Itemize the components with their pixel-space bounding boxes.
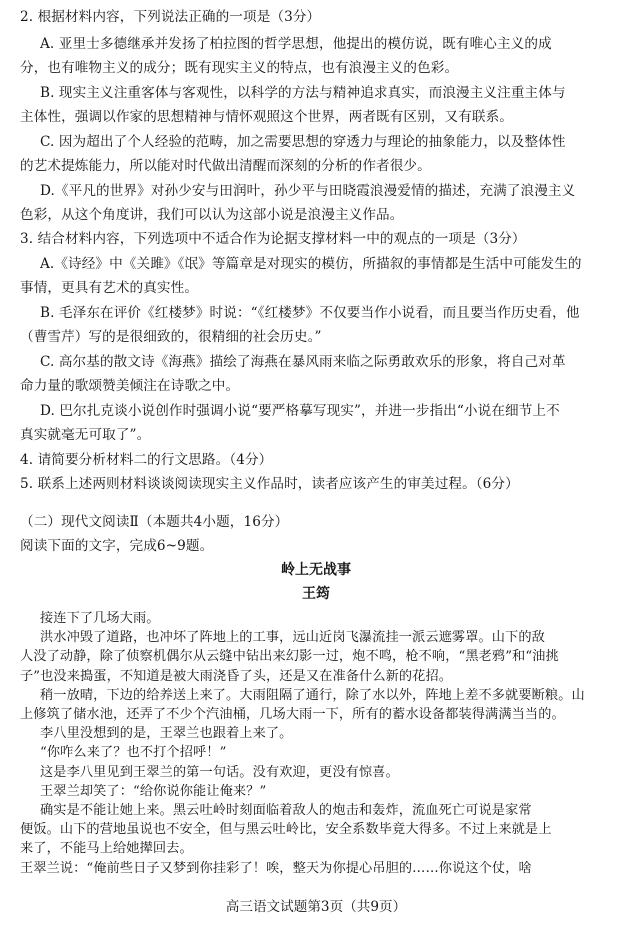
story-paragraph-cont: 人没了动静，除了侦察机偶尔从云缝中钻出来幻影一过，炮不鸣，枪不响，“黑老鸦”和“油挑 bbox=[20, 649, 559, 665]
q2-option-d: D.《平凡的世界》对孙少安与田润叶，孙少平与田晓霞浪漫爱情的描述，充满了浪漫主义 bbox=[40, 183, 576, 199]
q2-option-a-cont: 分，也有唯物主义的成分；既有现实主义的特点，也有浪漫主义的色彩。 bbox=[20, 60, 459, 76]
q3-option-a-cont: 事情，更具有艺术的真实性。 bbox=[20, 280, 199, 296]
page-footer: 高三语文试题第3页（共9页） bbox=[225, 899, 407, 915]
q3-option-d-cont: 真实就毫无可取了”。 bbox=[20, 427, 151, 443]
story-dialogue: “你咋么来了？也不打个招呼！” bbox=[40, 745, 227, 761]
story-paragraph: 这是李八里见到王翠兰的第一句话。没有欢迎，更没有惊喜。 bbox=[40, 764, 399, 780]
story-paragraph: 确实是不能让她上来。黑云吐岭时刻面临着敌人的炮击和轰炸，流血死亡可说是家常 bbox=[40, 803, 532, 818]
story-paragraph: 李八里没想到的是，王翠兰也跟着上来了。 bbox=[40, 726, 293, 742]
q2-option-b-cont: 主体性，强调以作家的思想精神与情怀观照这个世界，两者既有区别，又有联系。 bbox=[20, 109, 513, 125]
q3-option-d: D. 巴尔扎克谈小说创作时强调小说“要严格摹写现实”，并进一步指出“小说在细节上不 bbox=[40, 403, 560, 419]
story-paragraph: 稍一放晴，下边的给养送上来了。大雨阻隔了通行，除了水以外，阵地上差不多就要断粮。山 bbox=[40, 687, 585, 703]
question-5: 5. 联系上述两则材料谈谈阅读现实主义作品时，读者应该产生的审美过程。（6分） bbox=[20, 476, 519, 492]
section-heading: （二）现代文阅读Ⅱ（本题共4小题，16分） bbox=[20, 514, 289, 530]
story-paragraph-cont: 上修筑了储水池，还弄了不少个汽油桶，几场大雨一下，所有的蓄水设备都装得满满当当的。 bbox=[20, 707, 565, 722]
q2-option-c-cont: 的艺术提炼能力，所以能对时代做出清醒而深刻的分析的作者很少。 bbox=[20, 158, 431, 174]
question-3-stem: 3. 结合材料内容，下列选项中不适合作为论据支撑材料一中的观点的一项是（3分） bbox=[20, 231, 526, 247]
story-author: 王筠 bbox=[302, 586, 330, 602]
q2-option-a: A. 亚里士多德继承并发扬了柏拉图的哲学思想，他提出的模仿说，既有唯心主义的成 bbox=[40, 36, 552, 52]
q3-option-c: C. 高尔基的散文诗《海燕》描绘了海燕在暴风雨来临之际勇敢欢乐的形象，将自己对革 bbox=[40, 354, 566, 370]
story-paragraph: 洪水冲毁了道路，也冲坏了阵地上的工事，远山近岗飞瀑流挂一派云遮雾罩。山下的敌 bbox=[40, 630, 545, 646]
story-paragraph-cont: 王翠兰说：“俺前些日子又梦到你挂彩了！唉，整天为你提心吊胆的……你说这个仗，啥 bbox=[20, 860, 532, 876]
q3-option-a: A.《诗经》中《关雎》《氓》等篇章是对现实的模仿，所描叙的事情都是生活中可能发生的 bbox=[40, 256, 582, 272]
q2-option-d-cont: 色彩，从这个角度讲，我们可以认为这部小说是浪漫主义作品。 bbox=[20, 207, 404, 223]
story-paragraph-cont: 便饭。山下的营地虽说也不安全，但与黑云吐岭比，安全系数毕竟大得多。不过上来就是上 bbox=[20, 822, 552, 838]
story-title: 岭上无战事 bbox=[281, 562, 351, 578]
q3-option-c-cont: 命力量的歌颂赞美倾注在诗歌之中。 bbox=[20, 378, 240, 394]
q2-option-b: B. 现实主义注重客体与客观性，以科学的方法与精神追求真实，而浪漫主义注重主体与 bbox=[40, 85, 566, 101]
story-paragraph-cont: 子”也没来搗蛋，不知道是被大雨浇昏了头，还是又在准备什么新的花招。 bbox=[20, 668, 453, 684]
question-2-stem: 2. 根据材料内容，下列说法正确的一项是（3分） bbox=[20, 9, 321, 25]
story-paragraph: 接连下了几场大雨。 bbox=[40, 611, 160, 626]
q3-option-b: B. 毛泽东在评价《红楼梦》时说：“《红楼梦》不仅要当作小说看，而且要当作历史看，他 bbox=[40, 305, 580, 321]
story-paragraph-cont: 来了，不能马上给她撵回去。 bbox=[20, 841, 193, 857]
question-4: 4. 请简要分析材料二的行文思路。（4分） bbox=[20, 452, 273, 468]
q3-option-b-cont: （曹雪芹）写的是很细致的，很精细的社会历史。” bbox=[20, 329, 322, 345]
q2-option-c: C. 因为超出了个人经验的范畴，加之需要思想的穿透力与理论的抽象能力，以及整体性 bbox=[40, 134, 566, 150]
reading-instruction: 阅读下面的文字，完成6~9题。 bbox=[20, 538, 214, 554]
story-dialogue: 王翠兰却笑了：“给你说你能让俺来？” bbox=[40, 783, 267, 799]
